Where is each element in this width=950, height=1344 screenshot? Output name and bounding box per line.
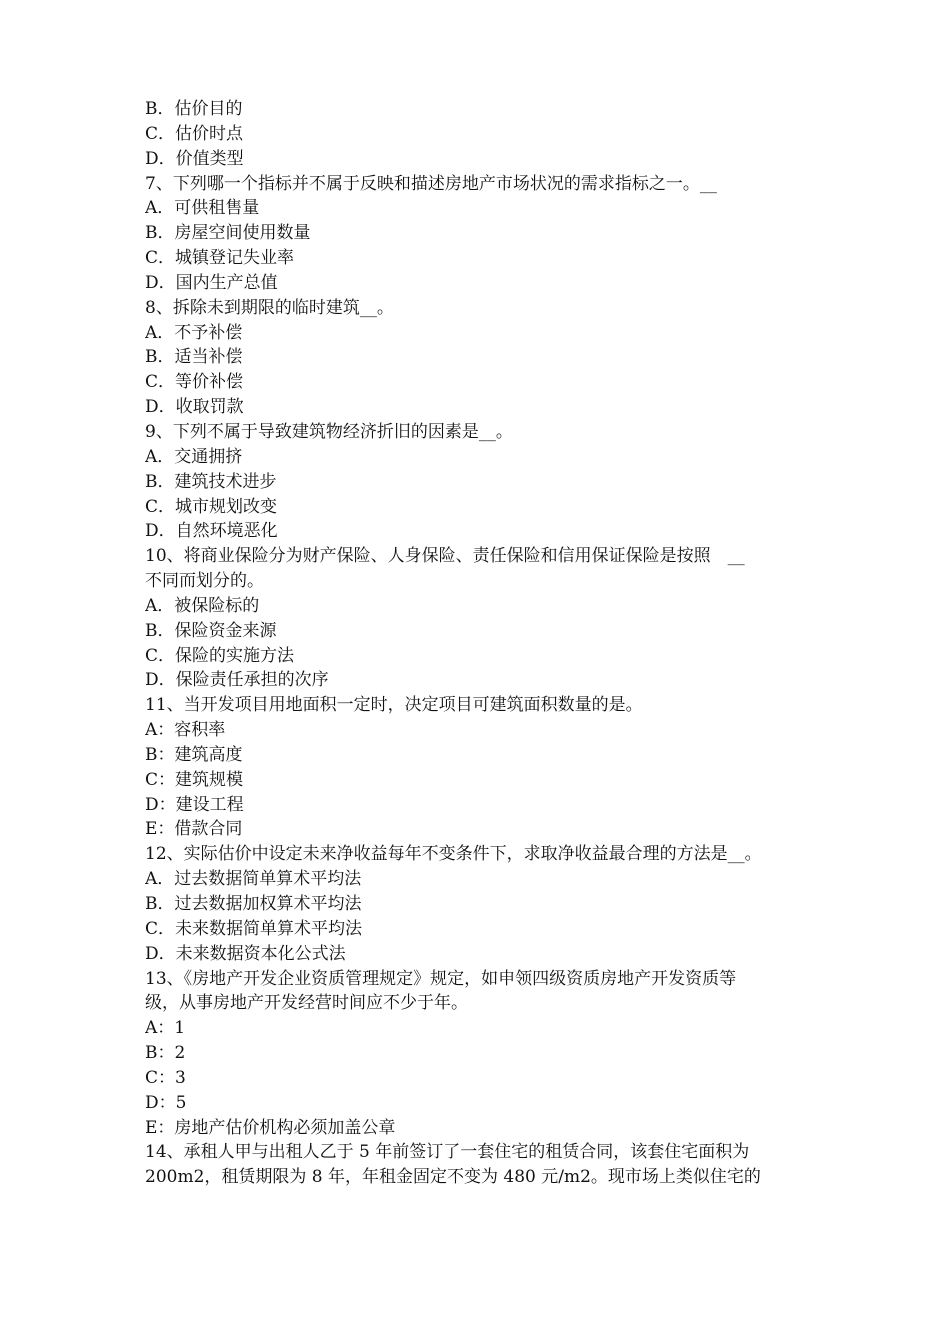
question-8: 8、拆除未到期限的临时建筑__。 <box>145 297 394 318</box>
q12-option-d: D．未来数据资本化公式法 <box>145 943 346 964</box>
question-14-continued: 200m2，租赁期限为 8 年，年租金固定不变为 480 元/m2。现市场上类似住宅的 <box>145 1167 761 1188</box>
q10-option-a: A．被保险标的 <box>145 595 260 616</box>
q13-option-e: E：房地产估价机构必须加盖公章 <box>145 1117 396 1138</box>
question-9: 9、下列不属于导致建筑物经济折旧的因素是__。 <box>145 421 513 442</box>
q8-option-d: D．收取罚款 <box>145 397 244 418</box>
q11-option-a: A：容积率 <box>145 720 226 741</box>
question-10: 10、将商业保险分为财产保险、人身保险、责任保险和信用保证保险是按照 __ <box>145 546 745 567</box>
question-7: 7、下列哪一个指标并不属于反映和描述房地产市场状况的需求指标之一。__ <box>145 173 717 194</box>
q8-option-a: A．不予补偿 <box>145 322 243 343</box>
document-body <box>145 97 815 1190</box>
q7-option-b: B．房屋空间使用数量 <box>145 223 311 244</box>
q11-option-d: D：建设工程 <box>145 794 244 815</box>
question-13: 13、《房地产开发企业资质管理规定》规定，如申领四级资质房地产开发资质等 <box>145 968 737 989</box>
q13-option-c: C：3 <box>145 1067 186 1088</box>
option-b-valuation-purpose: B．估价目的 <box>145 99 243 119</box>
q8-option-c: C．等价补偿 <box>145 372 244 393</box>
q11-option-c: C：建筑规模 <box>145 769 244 790</box>
question-10-continued: 不同而划分的。 <box>145 571 264 592</box>
q7-option-c: C．城镇登记失业率 <box>145 248 295 269</box>
q7-option-a: A．可供租售量 <box>145 198 260 219</box>
q13-option-b: B：2 <box>145 1043 186 1064</box>
question-12: 12、实际估价中设定未来净收益每年不变条件下，求取净收益最合理的方法是__。 <box>145 844 762 865</box>
q10-option-b: B．保险资金来源 <box>145 620 277 641</box>
option-d-value-type: D．价值类型 <box>145 148 244 169</box>
question-13-continued: 级，从事房地产开发经营时间应不少于年。 <box>145 993 468 1014</box>
q12-option-a: A．过去数据简单算术平均法 <box>145 869 362 890</box>
q13-option-a: A：1 <box>145 1018 186 1039</box>
q9-option-c: C．城市规划改变 <box>145 496 278 517</box>
q11-option-b: B：建筑高度 <box>145 744 243 765</box>
q8-option-b: B．适当补偿 <box>145 347 243 368</box>
q10-option-c: C．保险的实施方法 <box>145 645 295 666</box>
option-c-valuation-date: C．估价时点 <box>145 123 244 144</box>
q9-option-a: A．交通拥挤 <box>145 446 243 467</box>
q12-option-b: B．过去数据加权算术平均法 <box>145 894 362 914</box>
q10-option-d: D．保险责任承担的次序 <box>145 670 329 691</box>
question-14: 14、承租人甲与出租人乙于 5 年前签订了一套住宅的租赁合同，该套住宅面积为 <box>145 1142 750 1163</box>
q12-option-c: C．未来数据简单算术平均法 <box>145 918 363 939</box>
q9-option-d: D．自然环境恶化 <box>145 521 278 542</box>
q7-option-d: D．国内生产总值 <box>145 272 278 293</box>
q9-option-b: B．建筑技术进步 <box>145 471 277 492</box>
q11-option-e: E：借款合同 <box>145 819 243 840</box>
q13-option-d: D：5 <box>145 1092 187 1113</box>
question-11: 11、当开发项目用地面积一定时，决定项目可建筑面积数量的是。 <box>145 695 643 716</box>
